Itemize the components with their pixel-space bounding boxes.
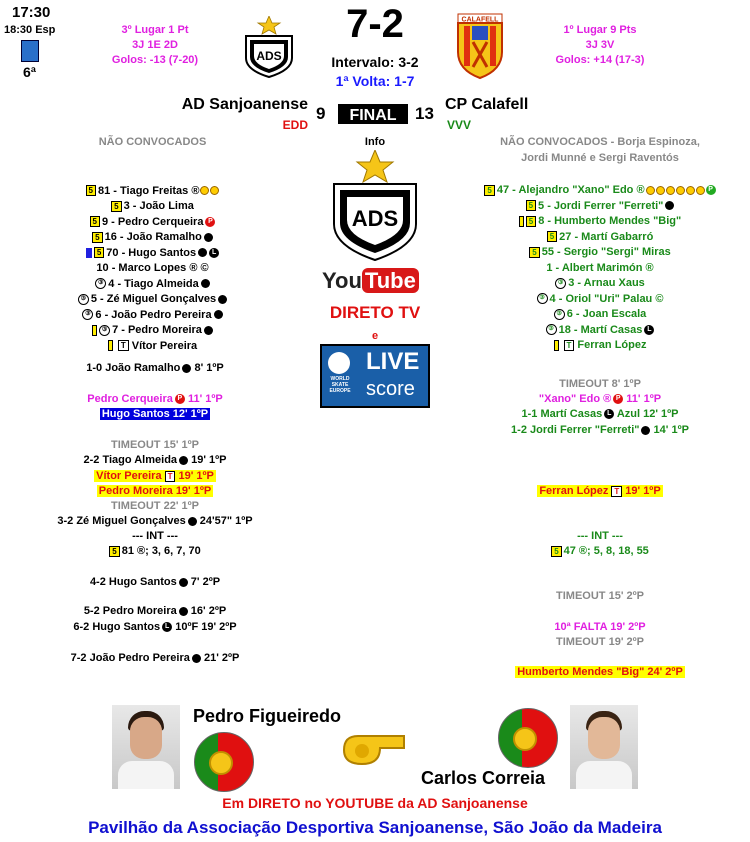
list-item: ③ 7 - Pedro Moreira bbox=[60, 323, 245, 339]
home-event: 3-2 Zé Miguel Gonçalves 24'57" 1ºP bbox=[57, 515, 253, 527]
kickoff-time-spain: 18:30 Esp bbox=[4, 24, 56, 36]
list-item: ③ 6 - João Pedro Pereira bbox=[60, 308, 245, 324]
live-word: LIVE bbox=[366, 348, 420, 375]
referee-2-name: Carlos Correia bbox=[421, 768, 546, 788]
referee-2-shirt bbox=[576, 761, 632, 789]
away-event: TIMEOUT 8' 1ºP bbox=[559, 378, 641, 390]
home-event: Pedro Cerqueira P 11' 1ºP bbox=[87, 393, 223, 405]
away-event: --- INT --- bbox=[577, 530, 623, 542]
away-standing: 1º Lugar 9 Pts bbox=[563, 24, 637, 36]
list-item: 5 81 - Tiago Freitas ® bbox=[60, 184, 245, 200]
away-logo-text: CALAFELL bbox=[461, 16, 499, 24]
away-event: "Xano" Edo ® P 11' 1ºP bbox=[538, 393, 662, 405]
home-event: --- INT --- bbox=[132, 530, 178, 542]
home-event: 2-2 Tiago Almeida 19' 1ºP bbox=[83, 454, 227, 466]
home-record: 3J 1E 2D bbox=[132, 39, 178, 51]
referee-1-face bbox=[130, 717, 162, 759]
away-event: 1-1 Martí Casas L Azul 12' 1ºP bbox=[521, 408, 679, 420]
club-logo-large[interactable] bbox=[330, 150, 420, 262]
info-label[interactable]: Info bbox=[364, 136, 386, 148]
kickoff-time: 17:30 bbox=[12, 4, 51, 21]
list-item: ③ 18 - Martí Casas L bbox=[465, 323, 735, 339]
match-status: FINAL bbox=[338, 104, 408, 124]
home-goals: Golos: -13 (7-20) bbox=[111, 54, 199, 66]
youtube-tube: Tube bbox=[362, 268, 419, 293]
away-lineup bbox=[465, 135, 735, 354]
away-goals: Golos: +14 (17-3) bbox=[555, 54, 645, 66]
home-event: 5-2 Pedro Moreira 16' 2ºP bbox=[83, 605, 227, 617]
list-item: 5 47 - Alejandro "Xano" Edo ® P bbox=[465, 183, 735, 199]
list-item: 5 16 - João Ramalho bbox=[60, 230, 245, 246]
home-team-name: AD Sanjoanense bbox=[181, 96, 308, 113]
portugal-flag-icon bbox=[194, 732, 254, 792]
home-event: 4-2 Hugo Santos 7' 2ºP bbox=[89, 576, 221, 588]
and-label: e bbox=[371, 330, 379, 342]
list-item: 5 9 - Pedro Cerqueira P bbox=[60, 215, 245, 231]
away-event: 5 47 ®; 5, 8, 18, 55 bbox=[480, 545, 720, 557]
first-leg-score: 1ª Volta: 1-7 bbox=[335, 73, 415, 89]
away-event: Ferran López T 19' 1ºP bbox=[539, 485, 661, 497]
home-event: 1-0 João Ramalho 8' 1ºP bbox=[86, 362, 224, 374]
list-item: 5 5 - Jordi Ferrer "Ferreti" bbox=[465, 199, 735, 215]
home-logo bbox=[243, 16, 295, 78]
home-form: EDD bbox=[282, 118, 308, 132]
home-event: TIMEOUT 22' 1ºP bbox=[111, 500, 199, 512]
final-score: 7-2 bbox=[346, 2, 404, 46]
list-item: 5 70 - Hugo Santos L bbox=[60, 246, 245, 262]
away-not-called-2: Jordi Munné e Sergi Raventós bbox=[521, 151, 679, 164]
live-tv-label: DIRETO TV bbox=[329, 303, 421, 322]
list-item: 5 3 - João Lima bbox=[60, 199, 245, 215]
away-event: 10ª FALTA 19' 2ºP bbox=[554, 621, 646, 633]
away-not-called: NÃO CONVOCADOS - Borja Espinoza, bbox=[500, 136, 700, 148]
round-number: 6ª bbox=[23, 64, 36, 80]
home-lineup bbox=[60, 135, 245, 354]
away-record: 3J 3V bbox=[585, 39, 615, 51]
home-event: Hugo Santos 12' 1ºP bbox=[101, 408, 209, 420]
away-form: VVV bbox=[447, 118, 472, 132]
home-event: 5 81 ®; 3, 6, 7, 70 bbox=[40, 545, 270, 557]
away-event: 1-2 Jordi Ferrer "Ferreti" 14' 1ºP bbox=[511, 424, 689, 436]
youtube-you: You bbox=[322, 268, 362, 293]
home-event: Pedro Moreira 19' 1ºP bbox=[98, 485, 212, 497]
list-item: ③ 6 - Joan Escala bbox=[465, 307, 735, 323]
venue: Pavilhão da Associação Desportiva Sanjoanense, São João da Madeira bbox=[88, 818, 662, 837]
away-event: Humberto Mendes "Big" 24' 2ºP bbox=[517, 666, 683, 678]
home-fouls: 9 bbox=[316, 104, 326, 123]
away-logo bbox=[455, 12, 505, 80]
list-item: T Ferran López bbox=[465, 338, 735, 354]
away-event: TIMEOUT 15' 2ºP bbox=[556, 590, 644, 602]
away-team-name: CP Calafell bbox=[445, 96, 529, 113]
referee-1-name: Pedro Figueiredo bbox=[193, 706, 342, 726]
list-item: ③ 3 - Arnau Xaus bbox=[465, 276, 735, 292]
round-icon bbox=[21, 40, 39, 62]
home-event: Vítor Pereira T 19' 1ºP bbox=[96, 470, 214, 482]
large-logo-text: ADS bbox=[351, 206, 399, 231]
home-event: TIMEOUT 15' 1ºP bbox=[111, 439, 199, 451]
home-not-called: NÃO CONVOCADOS bbox=[98, 136, 207, 148]
home-standing: 3º Lugar 1 Pt bbox=[121, 24, 189, 36]
home-event: 7-2 João Pedro Pereira 21' 2ºP bbox=[70, 652, 240, 664]
referee-2-photo bbox=[570, 705, 638, 789]
list-item: 5 55 - Sergio "Sergi" Miras bbox=[465, 245, 735, 261]
halftime-score: Intervalo: 3-2 bbox=[331, 54, 419, 70]
youtube-logo[interactable] bbox=[322, 267, 430, 295]
list-item: 10 - Marco Lopes ® © bbox=[96, 262, 209, 274]
livescore-logo[interactable] bbox=[320, 344, 430, 408]
referee-1-shirt bbox=[118, 761, 174, 789]
list-item: T Vítor Pereira bbox=[60, 339, 245, 355]
home-event: 6-2 Hugo Santos L 10ºF 19' 2ºP bbox=[73, 621, 237, 633]
world-skate-icon bbox=[328, 352, 350, 374]
broadcast-note[interactable]: Em DIRETO no YOUTUBE da AD Sanjoanense bbox=[222, 795, 528, 811]
away-event: TIMEOUT 19' 2ºP bbox=[556, 636, 644, 648]
list-item: ③ 4 - Oriol "Uri" Palau © bbox=[465, 292, 735, 308]
list-item: 1 - Albert Marimón ® bbox=[546, 261, 654, 274]
list-item: 5 27 - Martí Gabarró bbox=[465, 230, 735, 246]
away-fouls: 13 bbox=[415, 104, 434, 123]
list-item: ③ 5 - Zé Miguel Gonçalves bbox=[60, 292, 245, 308]
list-item: 5 8 - Humberto Mendes "Big" bbox=[465, 214, 735, 230]
score-word: score bbox=[366, 378, 415, 400]
referee-1-photo bbox=[112, 705, 180, 789]
portugal-flag-icon bbox=[498, 708, 558, 768]
list-item: ③ 4 - Tiago Almeida bbox=[60, 277, 245, 293]
whistle-icon bbox=[340, 730, 410, 768]
home-logo-text: ADS bbox=[256, 49, 282, 63]
referee-2-face bbox=[588, 717, 620, 759]
world-skate-label: WORLD SKATE EUROPE bbox=[329, 376, 351, 394]
